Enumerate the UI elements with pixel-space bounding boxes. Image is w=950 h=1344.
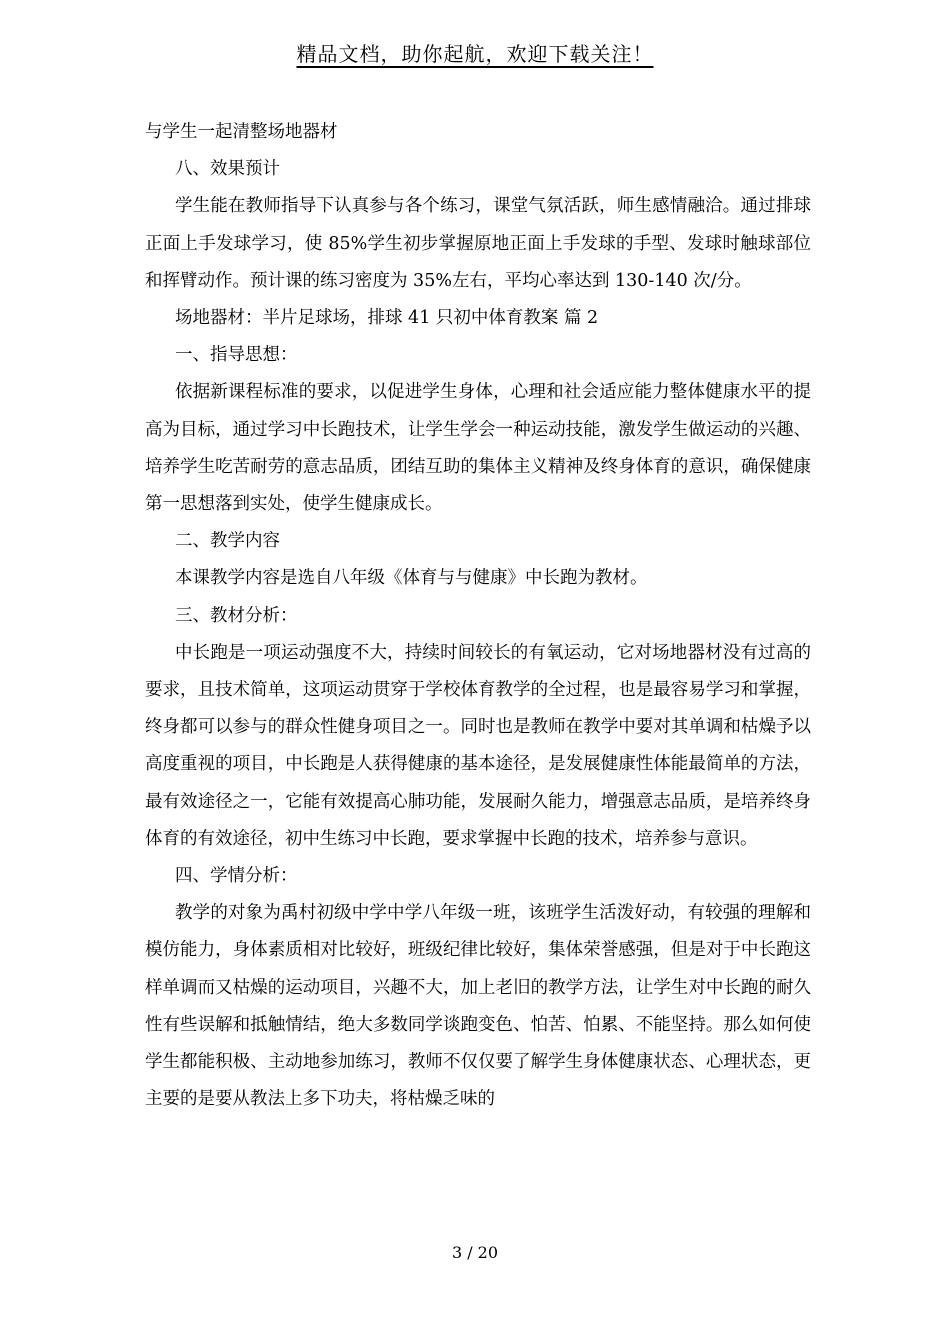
section-heading: 四、学情分析： — [175, 866, 298, 887]
paragraph: 学生能在教师指导下认真参与各个练习，课堂气氛活跃，师生感情融洽。通过排球正面上手发球学习，使 85%学生初步掌握原地正面上手发球的手型、发球时触球部位和挥臂动作。预计课的练习密度为 35%左右，平均心率达到 130-140 次/分。 — [145, 196, 811, 291]
section-heading: 八、效果预计 — [175, 159, 280, 180]
page-footer — [0, 1243, 950, 1262]
section-heading: 二、教学内容 — [175, 531, 280, 552]
paragraph: 本课教学内容是选自八年级《体育与与健康》中长跑为教材。 — [175, 568, 648, 589]
section-heading: 一、指导思想： — [175, 345, 298, 366]
page-number: 3 / 20 — [451, 1243, 499, 1262]
paragraph: 场地器材：半片足球场，排球 41 只初中体育教案 篇 2 — [175, 308, 599, 329]
paragraph: 中长跑是一项运动强度不大，持续时间较长的有氧运动，它对场地器材没有过高的要求，且技术简单，这项运动贯穿于学校体育教学的全过程，也是最容易学习和掌握，终身都可以参与的群众性健身项目之一。同时也是教师在教学中要对其单调和枯燥予以高度重视的项目，中长跑是人获得健康的基本途径，是发展健康性体能最简单的方法，最有效途径之一，它能有效提高心肺功能，发展耐久能力，增强意志品质，是培养终身体育的有效途径，初中生练习中长跑，要求掌握中长跑的技术，培养参与意识。 — [145, 642, 811, 849]
paragraph: 依据新课程标准的要求，以促进学生身体，心理和社会适应能力整体健康水平的提高为目标，通过学习中长跑技术，让学生学会一种运动技能，激发学生做运动的兴趣、培养学生吃苦耐劳的意志品质，团结互助的集体主义精神及终身体育的意识，确保健康第一思想落到实处，使学生健康成长。 — [145, 382, 811, 515]
page-header — [0, 38, 950, 67]
section-heading: 三、教材分析： — [175, 605, 298, 626]
header-text: 精品文档，助你起航，欢迎下载关注！ — [296, 42, 654, 66]
paragraph: 教学的对象为禹村初级中学中学八年级一班，该班学生活泼好动，有较强的理解和模仿能力，身体素质相对比较好，班级纪律比较好，集体荣誉感强，但是对于中长跑这样单调而又枯燥的运动项目，兴趣不大，加上老旧的教学方法，让学生对中长跑的耐久性有些误解和抵触情结，绝大多数同学谈跑变色、怕苦、怕累、不能坚持。那么如何使学生都能积极、主动地参加练习，教师不仅仅要了解学生身体健康状态、心理状态，更主要的是要从教法上多下功夫，将枯燥乏味的 — [145, 903, 811, 1110]
document-body — [145, 114, 811, 1118]
paragraph: 与学生一起清整场地器材 — [145, 122, 338, 142]
